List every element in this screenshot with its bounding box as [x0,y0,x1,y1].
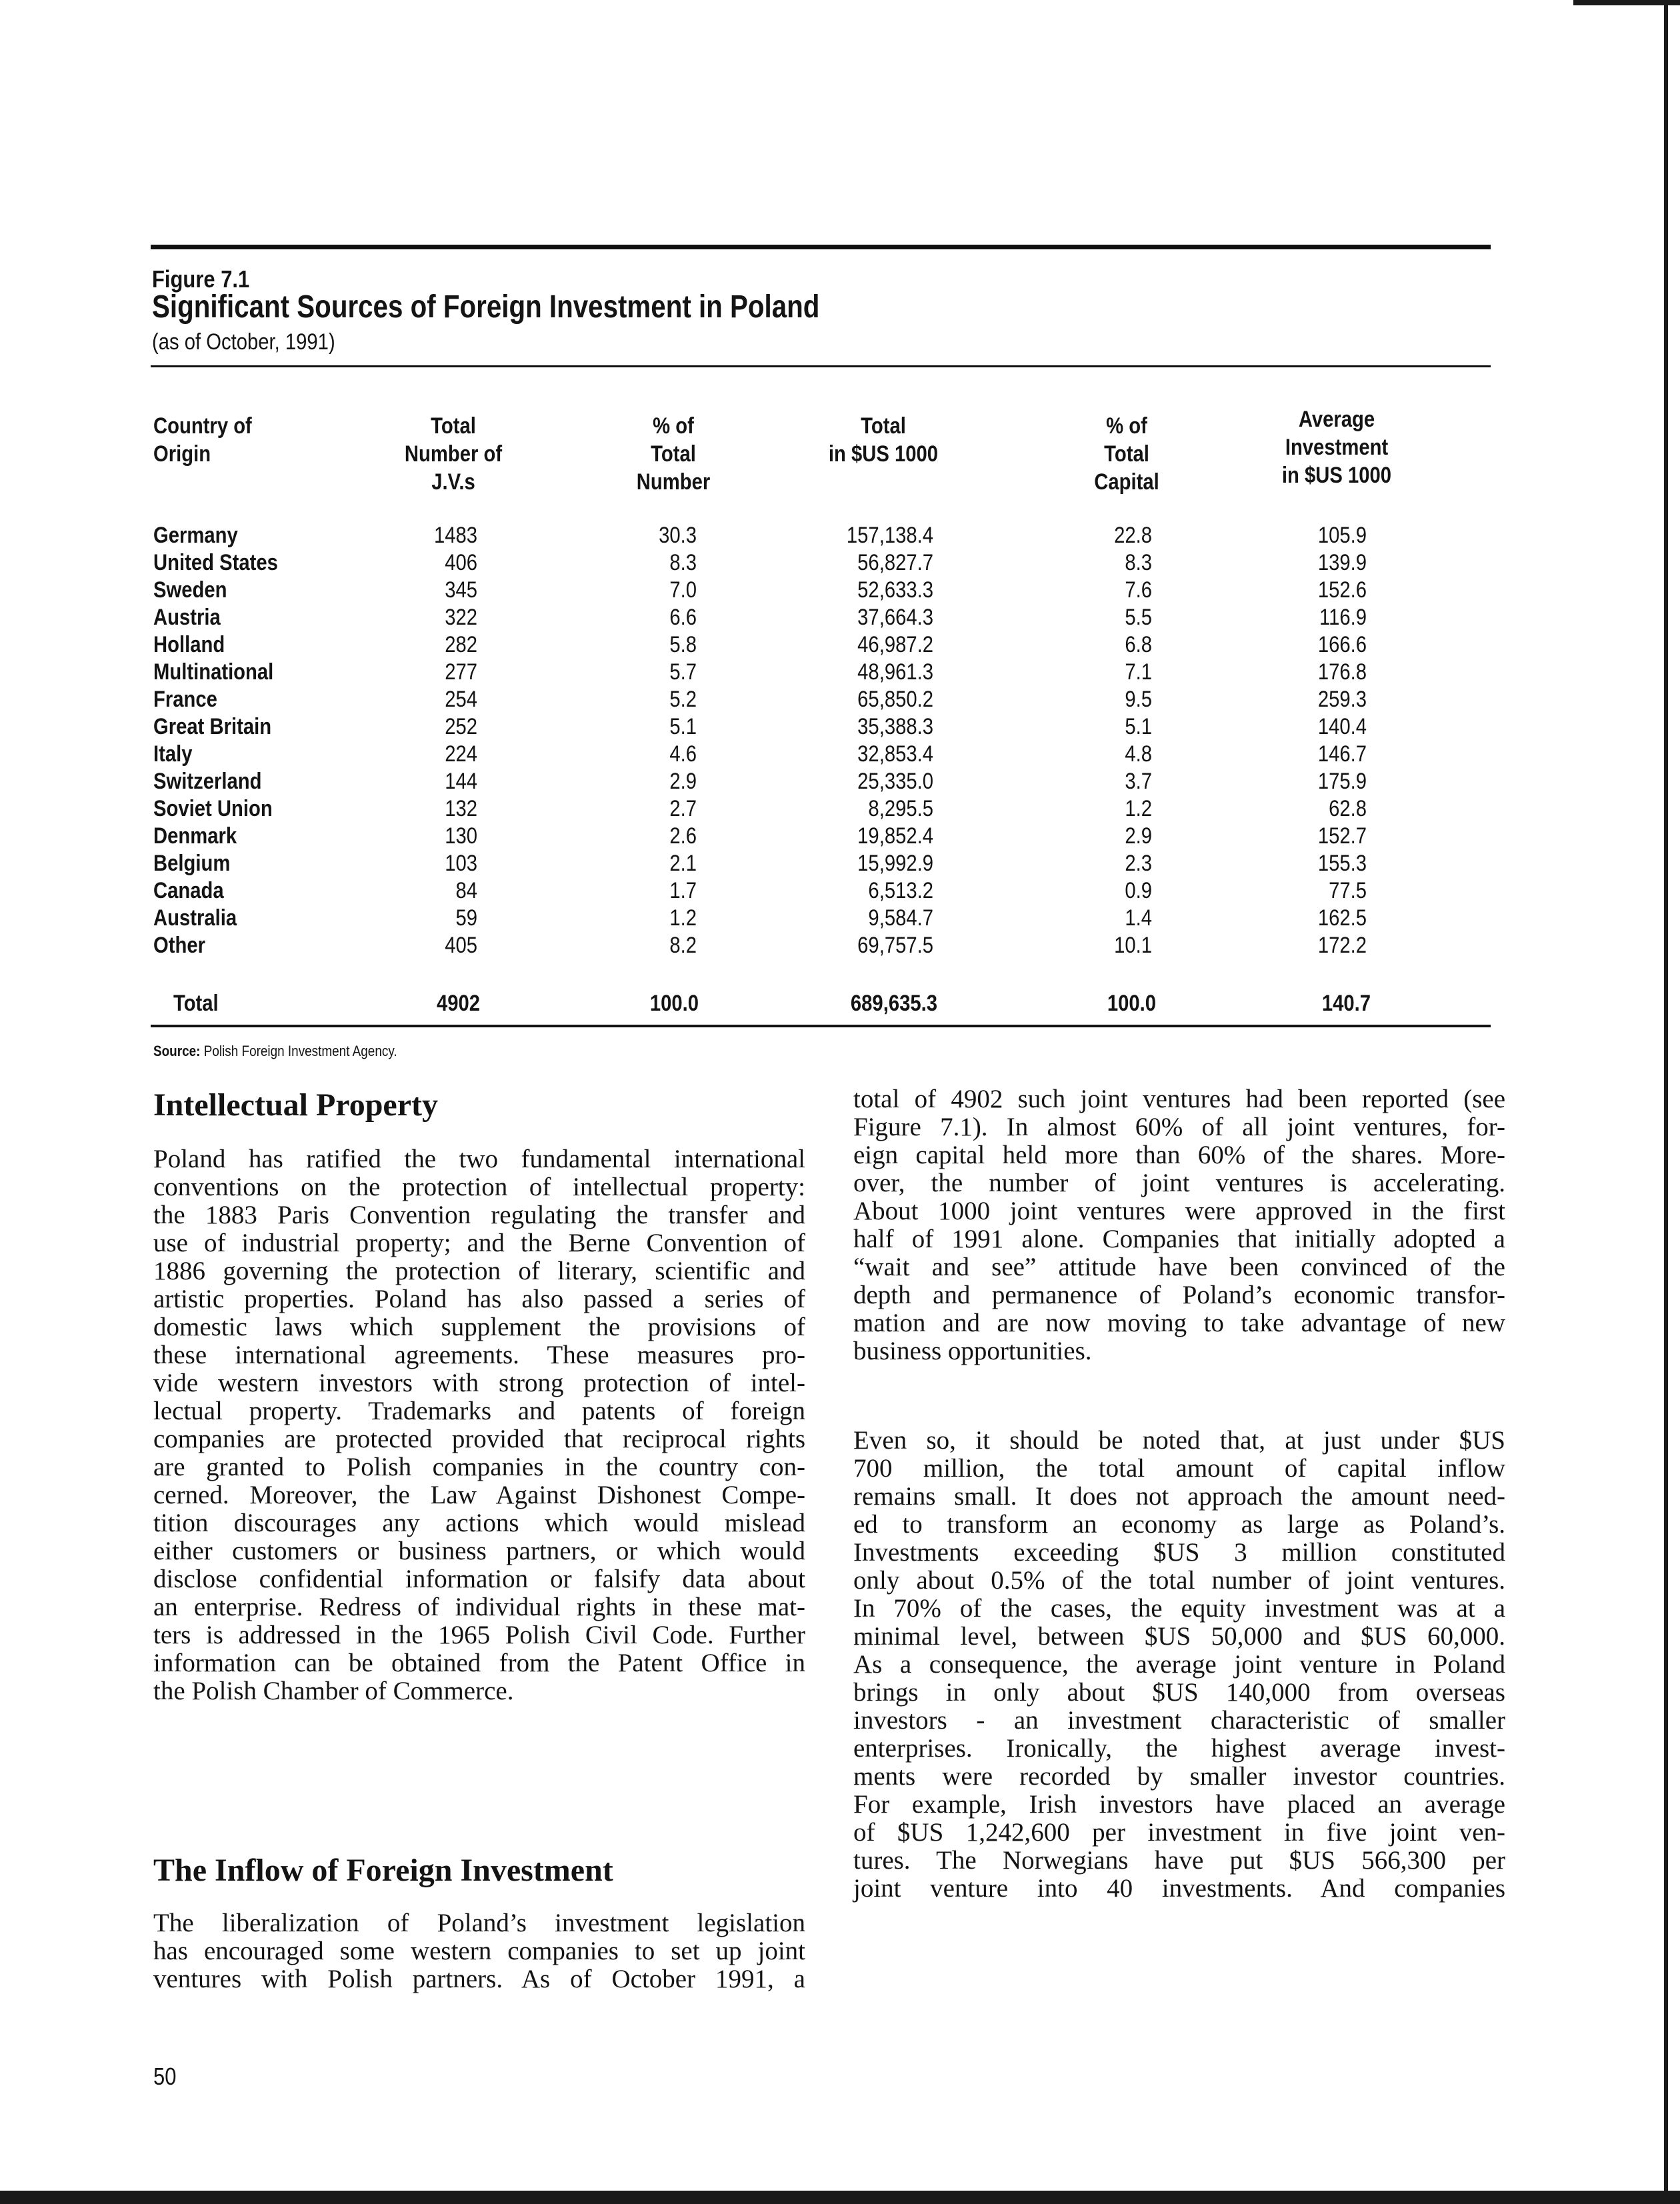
text-line: tition discourages any actions which would mislead [153,1509,805,1537]
figure-header-rule [151,365,1491,367]
percent-capital-cell: 1.4 [1125,905,1152,931]
text-line: Poland has ratified the two fundamental international [153,1145,805,1173]
average-investment-cell: 105.9 [1317,523,1367,548]
text-line: ventures with Polish partners. As of October 1991, a [153,1965,805,1993]
country-cell: Canada [153,878,224,903]
table-row [0,795,1680,823]
text-line: an enterprise. Redress of individual rights in these mat- [153,1593,805,1621]
text-line: eign capital held more than 60% of the shares. More- [853,1141,1505,1169]
text-line: mation and are now moving to take advantage of new [853,1309,1505,1337]
jv-count-cell: 144 [445,769,477,794]
table-row [0,768,1680,795]
jv-count-cell: 84 [455,878,477,903]
table-row [0,741,1680,768]
country-cell: Belgium [153,851,231,876]
column-header-percent-capital: % of Total Capital [1094,413,1159,495]
country-cell: Other [153,933,205,958]
country-cell: United States [153,550,278,575]
country-cell: Multinational [153,659,274,685]
total-usd-cell: 19,852.4 [857,823,933,849]
figure-label: Figure 7.1 [152,265,250,293]
jv-count-cell: 59 [455,905,477,931]
table-row [0,686,1680,713]
text-line: In 70% of the cases, the equity investment was at a [853,1594,1505,1623]
text-line: Figure 7.1). In almost 60% of all joint ventures, for- [853,1113,1505,1141]
text-line: either customers or business partners, or which would [153,1537,805,1565]
text-line: domestic laws which supplement the provisions of [153,1313,805,1341]
percent-number-cell: 5.8 [669,632,697,657]
jv-count-cell: 1483 [433,523,477,548]
percent-number-cell: 2.9 [669,769,697,794]
total-usd-cell: 35,388.3 [857,714,933,739]
country-cell: Italy [153,741,193,767]
total-usd-cell: 15,992.9 [857,851,933,876]
figure-bottom-rule [151,1025,1491,1027]
text-line: remains small. It does not approach the amount need- [853,1482,1505,1511]
percent-number-cell: 8.3 [669,550,697,575]
text-line: companies are protected provided that reciprocal rights [153,1425,805,1453]
text-line: About 1000 joint ventures were approved in the first [853,1197,1505,1225]
country-cell: Austria [153,605,221,630]
text-line: investors - an investment characteristic of smaller [853,1706,1505,1735]
total-percent-number: 100.0 [649,991,699,1016]
average-investment-cell: 152.7 [1317,823,1367,849]
total-usd-cell: 37,664.3 [857,605,933,630]
percent-capital-cell: 5.5 [1125,605,1152,630]
text-line: As a consequence, the average joint venture in Poland [853,1650,1505,1679]
percent-capital-cell: 10.1 [1114,933,1152,958]
average-investment-cell: 116.9 [1319,605,1367,630]
figure-subtitle: (as of October, 1991) [152,329,335,355]
total-jv-count: 4902 [436,991,480,1016]
text-line: over, the number of joint ventures is accelerating. [853,1169,1505,1197]
percent-capital-cell: 0.9 [1125,878,1152,903]
text-line: enterprises. Ironically, the highest average invest- [853,1734,1505,1763]
text-line: vide western investors with strong protection of intel- [153,1369,805,1397]
average-investment-cell: 62.8 [1329,796,1367,821]
scan-edge-right [1664,0,1668,2204]
text-line: are granted to Polish companies in the country con- [153,1453,805,1481]
text-line: use of industrial property; and the Berne Convention of [153,1229,805,1257]
average-investment-cell: 140.4 [1317,714,1367,739]
text-line: ments were recorded by smaller investor countries. [853,1762,1505,1791]
text-line: the 1883 Paris Convention regulating the transfer and [153,1201,805,1229]
total-usd-cell: 8,295.5 [868,796,933,821]
country-cell: Switzerland [153,769,262,794]
jv-count-cell: 132 [445,796,477,821]
country-cell: France [153,687,217,712]
percent-number-cell: 1.2 [669,905,697,931]
percent-capital-cell: 8.3 [1125,550,1152,575]
jv-count-cell: 282 [445,632,477,657]
country-cell: Australia [153,905,237,931]
total-usd-cell: 69,757.5 [857,933,933,958]
jv-count-cell: 252 [445,714,477,739]
percent-capital-cell: 2.3 [1125,851,1152,876]
total-usd-cell: 157,138.4 [846,523,933,548]
text-line: brings in only about $US 140,000 from overseas [853,1678,1505,1707]
total-usd-cell: 65,850.2 [857,687,933,712]
text-line: For example, Irish investors have placed an average [853,1790,1505,1819]
table-row [0,850,1680,877]
percent-capital-cell: 4.8 [1125,741,1152,767]
average-investment-cell: 146.7 [1317,741,1367,767]
column-header-total-number: Total Number of J.V.s [404,413,503,495]
column-header-country: Country of Origin [153,413,252,467]
section-heading-inflow-of-foreign-investment: The Inflow of Foreign Investment [153,1853,613,1888]
table-row [0,877,1680,905]
table-row [0,522,1680,549]
text-line: cerned. Moreover, the Law Against Dishonest Compe- [153,1481,805,1509]
average-investment-cell: 155.3 [1317,851,1367,876]
country-cell: Holland [153,632,225,657]
text-line: conventions on the protection of intellectual property: [153,1173,805,1201]
jv-count-cell: 406 [445,550,477,575]
text-line: tures. The Norwegians have put $US 566,300 per [853,1846,1505,1875]
text-line: these international agreements. These measures pro- [153,1341,805,1369]
percent-capital-cell: 22.8 [1114,523,1152,548]
total-usd-cell: 25,335.0 [857,769,933,794]
average-investment-cell: 259.3 [1317,687,1367,712]
country-cell: Great Britain [153,714,272,739]
text-line: lectual property. Trademarks and patents of foreign [153,1397,805,1425]
percent-number-cell: 6.6 [669,605,697,630]
text-line: The liberalization of Poland’s investment legislation [153,1909,805,1937]
column-header-total-usd: Total in $US 1000 [828,413,939,467]
percent-number-cell: 5.1 [669,714,697,739]
table-row [0,549,1680,577]
jv-count-cell: 345 [445,577,477,603]
total-usd-cell: 9,584.7 [868,905,933,931]
total-usd-cell: 32,853.4 [857,741,933,767]
percent-capital-cell: 3.7 [1125,769,1152,794]
text-line: minimal level, between $US 50,000 and $US 60,000. [853,1622,1505,1651]
percent-number-cell: 5.7 [669,659,697,685]
text-line: half of 1991 alone. Companies that initially adopted a [853,1225,1505,1253]
page-number: 50 [153,2063,177,2090]
total-usd-cell: 6,513.2 [868,878,933,903]
section-heading-intellectual-property: Intellectual Property [153,1087,439,1123]
text-line: information can be obtained from the Patent Office in [153,1649,805,1677]
column-header-percent-number: % of Total Number [636,413,711,495]
table-row [0,713,1680,741]
jv-count-cell: 405 [445,933,477,958]
text-line: only about 0.5% of the total number of joint ventures. [853,1566,1505,1595]
percent-number-cell: 7.0 [669,577,697,603]
percent-number-cell: 1.7 [669,878,697,903]
percent-number-cell: 2.1 [669,851,697,876]
text-line: 700 million, the total amount of capital inflow [853,1454,1505,1483]
total-usd: 689,635.3 [850,991,937,1016]
column-header-average-investment: Average Investment in $US 1000 [1281,407,1392,488]
table-row [0,932,1680,959]
country-cell: Germany [153,523,238,548]
total-usd-cell: 56,827.7 [857,550,933,575]
text-line: depth and permanence of Poland’s economic transfor- [853,1281,1505,1309]
text-line: 1886 governing the protection of literary, scientific and [153,1257,805,1285]
text-line: total of 4902 such joint ventures had been reported (see [853,1085,1505,1113]
jv-count-cell: 130 [445,823,477,849]
total-percent-capital: 100.0 [1107,991,1156,1016]
percent-capital-cell: 7.6 [1125,577,1152,603]
total-usd-cell: 48,961.3 [857,659,933,685]
percent-number-cell: 30.3 [659,523,697,548]
table-row [0,823,1680,850]
text-line: artistic properties. Poland has also passed a series of [153,1285,805,1313]
country-cell: Sweden [153,577,227,603]
text-line: Investments exceeding $US 3 million constituted [853,1538,1505,1567]
source-text: Polish Foreign Investment Agency. [203,1043,397,1059]
average-investment-cell: 77.5 [1329,878,1367,903]
total-label: Total [173,991,219,1016]
text-line: joint venture into 40 investments. And companies [853,1874,1505,1903]
jv-count-cell: 277 [445,659,477,685]
source-label: Source: [153,1043,201,1059]
table-row [0,905,1680,932]
average-investment-cell: 172.2 [1317,933,1367,958]
jv-count-cell: 322 [445,605,477,630]
total-usd-cell: 46,987.2 [857,632,933,657]
table-total-row [0,990,1680,1017]
paragraph-intellectual-property [153,1145,805,1705]
text-line: “wait and see” attitude have been convinced of the [853,1253,1505,1281]
average-investment-cell: 139.9 [1317,550,1367,575]
percent-number-cell: 2.7 [669,796,697,821]
text-line: ters is addressed in the 1965 Polish Civil Code. Further [153,1621,805,1649]
figure-title: Significant Sources of Foreign Investment in Poland [152,289,820,325]
average-investment-cell: 166.6 [1317,632,1367,657]
paragraph-inflow-right-2 [853,1427,1505,1903]
jv-count-cell: 254 [445,687,477,712]
average-investment-cell: 152.6 [1317,577,1367,603]
figure-top-rule [151,245,1491,249]
percent-capital-cell: 7.1 [1125,659,1152,685]
paragraph-inflow-left [153,1909,805,1993]
table-row [0,659,1680,686]
text-line: ed to transform an economy as large as Poland’s. [853,1510,1505,1539]
percent-capital-cell: 1.2 [1125,796,1152,821]
country-cell: Denmark [153,823,237,849]
percent-capital-cell: 6.8 [1125,632,1152,657]
percent-capital-cell: 9.5 [1125,687,1152,712]
figure-source [153,1043,397,1060]
country-cell: Soviet Union [153,796,273,821]
text-line: has encouraged some western companies to set up joint [153,1937,805,1965]
total-usd-cell: 52,633.3 [857,577,933,603]
text-line: the Polish Chamber of Commerce. [153,1677,514,1705]
paragraph-inflow-right-1 [853,1085,1505,1365]
jv-count-cell: 224 [445,741,477,767]
average-investment-cell: 162.5 [1317,905,1367,931]
text-line: business opportunities. [853,1337,1092,1365]
total-average-investment: 140.7 [1321,991,1371,1016]
percent-capital-cell: 5.1 [1125,714,1152,739]
text-line: Even so, it should be noted that, at just under $US [853,1426,1505,1455]
percent-number-cell: 5.2 [669,687,697,712]
scan-edge-bottom [0,2191,1680,2204]
percent-number-cell: 2.6 [669,823,697,849]
percent-number-cell: 4.6 [669,741,697,767]
text-line: disclose confidential information or falsify data about [153,1565,805,1593]
jv-count-cell: 103 [445,851,477,876]
average-investment-cell: 175.9 [1317,769,1367,794]
table-row [0,631,1680,659]
average-investment-cell: 176.8 [1317,659,1367,685]
text-line: of $US 1,242,600 per investment in five joint ven- [853,1818,1505,1847]
table-row [0,604,1680,631]
table-row [0,577,1680,604]
percent-number-cell: 8.2 [669,933,697,958]
percent-capital-cell: 2.9 [1125,823,1152,849]
